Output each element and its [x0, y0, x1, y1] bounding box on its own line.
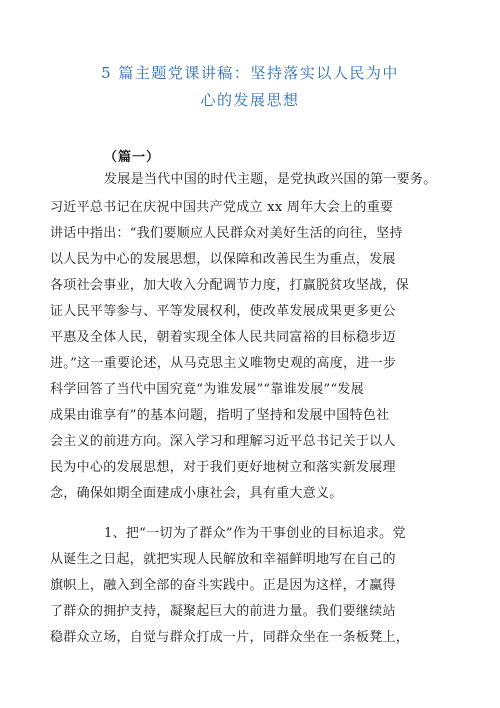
body-line: 会主义的前进方向。深入学习和理解习近平总书记关于以人	[50, 434, 396, 449]
body-line: 证人民平等参与、平等发展权利，使改革发展成果更多更公	[50, 304, 396, 319]
body-line: 发展是当代中国的时代主题，是党执政兴国的第一要务。	[104, 172, 437, 187]
body-line: 各项社会事业，加大收入分配调节力度，打赢脱贫攻坚战，保	[50, 278, 410, 293]
section-heading: （篇一）	[104, 150, 161, 165]
body-line: 念，确保如期全面建成小康社会，具有重大意义。	[50, 486, 343, 501]
body-line: 1、把“一切为了群众”作为干事创业的目标追求。党	[104, 526, 406, 541]
document-title-line-2: 心的发展思想	[200, 91, 300, 109]
body-line: 讲话中指出：“我们要顺应人民群众对美好生活的向往，坚持	[50, 226, 403, 241]
body-line: 成果由谁享有”的基本问题，指明了坚持和发展中国特色社	[50, 408, 390, 423]
document-title-line-1: 5 篇主题党课讲稿：坚持落实以人民为中	[101, 64, 399, 82]
body-line: 平惠及全体人民，朝着实现全体人民共同富裕的目标稳步迈	[50, 330, 396, 345]
body-line: 稳群众立场，自觉与群众打成一片，同群众坐在一条板凳上，	[50, 630, 410, 645]
body-line: 民为中心的发展思想，对于我们更好地树立和落实新发展理	[50, 460, 396, 475]
body-line: 进。”这一重要论述，从马克思主义唯物史观的高度，进一步	[50, 356, 397, 371]
body-line: 科学回答了当代中国究竟“为谁发展”“靠谁发展”“发展	[50, 382, 365, 397]
body-line: 以人民为中心的发展思想，以保障和改善民生为重点，发展	[50, 252, 396, 267]
body-line: 了群众的拥护支持，凝聚起巨大的前进力量。我们要继续站	[50, 604, 396, 619]
body-line: 旗帜上，融入到全部的奋斗实践中。正是因为这样，才赢得	[50, 578, 396, 593]
body-line: 从诞生之日起，就把实现人民解放和幸福鲜明地写在自己的	[50, 552, 396, 567]
body-line: 习近平总书记在庆祝中国共产党成立 xx 周年大会上的重要	[50, 200, 394, 215]
